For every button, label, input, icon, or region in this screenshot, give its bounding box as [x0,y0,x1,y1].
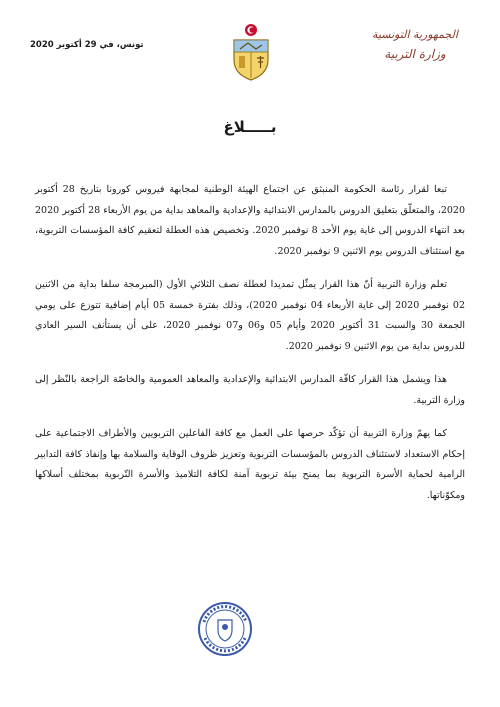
announcement-body [35,180,465,519]
document-title: بـــــلاغ [223,118,277,136]
paragraph: كما يهمّ وزارة التربية أن تؤكّد حرصها على العمل مع كافة الفاعلين التربويين والأطراف الاجتماعية على إحكام الاستعداد لاستئناف الدروس بالمؤسسات التربوية وتعزيز ظروف الوقاية والسلامة بها وإنفاذ كافة التدابير الرامية لحماية الأسرة التربوية بما يمنح بيئة تربوية آمنة لكافة التلاميذ والأسرة التّربوية بمختلف أسلاكها ومكوّناتها. [35,428,465,501]
republic-name: الجمهورية التونسية [372,28,458,41]
letterhead-block [360,28,470,61]
tunisia-coat-of-arms-icon [228,22,274,84]
paragraph: تبعا لقرار رئاسة الحكومة المنبثق عن اجتماع الهيئة الوطنية لمجابهة فيروس كورونا بتاريخ 28 أكتوبر 2020، والمتعلّق بتعليق الدروس بالمدارس الابتدائية والإعدادية والمعاهد بداية من يوم الأربعاء 28 أكتوبر 2020 بعد انتهاء الدروس إلى غاية يوم الأحد 8 نوفمبر 2020. وتخصيص هذه العطلة لتعقيم كافة المؤسسات التربوية، مع استئناف الدروس يوم الاثنين 9 نوفمبر 2020. [35,184,466,257]
document-date: تونس، في 29 أكتوبر 2020 [30,40,144,50]
paragraph: تعلم وزارة التربية أنّ هذا القرار يمثّل تمديدا لعطلة نصف الثلاثي الأول (المبرمجة سلفا بداية من الاثنين 02 نوفمبر 2020 إلى غاية الأربعاء 04 نوفمبر 2020)، وذلك بفترة خمسة 05 أيام إضافية تتوزع على يومي الجمعة 30 والسبت 31 أكتوبر 2020 وأيام 05 و06 و07 نوفمبر 2020، على أن يستأنف السير العادي للدروس بداية من يوم الاثنين 9 نوفمبر 2020. [35,279,466,352]
ministry-name: وزارة التربية [384,47,446,61]
letter-header [20,22,480,92]
paragraph: هذا ويشمل هذا القرار كافّة المدارس الابتدائية والإعدادية والمعاهد العمومية والخاصّة الراجعة بالنّظر إلى وزارة التربية. [35,374,465,406]
ministry-seal-stamp-icon [196,600,254,658]
